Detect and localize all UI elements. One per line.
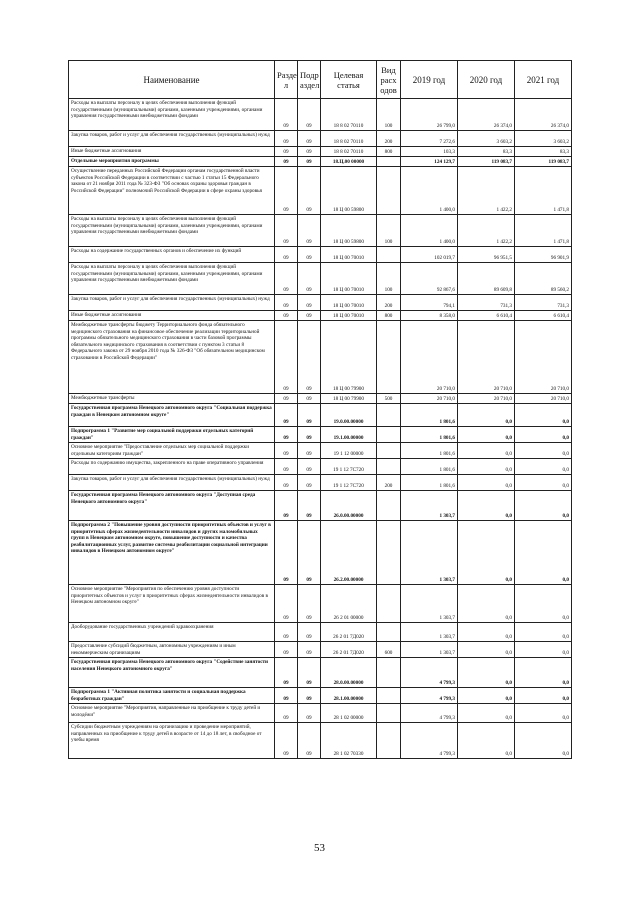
cell-2019: 7 272,6 [401, 131, 458, 147]
cell-2019: 103,3 [401, 147, 458, 157]
cell-2021: 26 374,0 [515, 99, 572, 131]
cell-2021: 731,3 [515, 295, 572, 311]
cell-vid [377, 623, 401, 642]
cell-2021: 0,0 [515, 688, 572, 704]
cell-name: Иные бюджетные ассигнования [69, 311, 275, 321]
cell-statya: 18 Ц 00 70010 [321, 247, 377, 263]
cell-vid [377, 247, 401, 263]
cell-2020: 0,0 [458, 475, 515, 491]
cell-name: Расходы на содержание государственных органов и обеспечение их функций [69, 247, 275, 263]
cell-razdel: 09 [275, 521, 298, 585]
cell-vid: 200 [377, 131, 401, 147]
cell-2019: 1 303,7 [401, 491, 458, 521]
cell-name: Основное мероприятие "Предоставление отдельных мер социальной поддержки отдельным категориям граждан" [69, 443, 275, 459]
cell-name: Расходы на выплаты персоналу в целях обеспечения выполнения функций государственными (муниципальными) органами, казенными учреждениями, органами управления государственными внебюджетными фондами [69, 215, 275, 247]
cell-2021: 1 471,8 [515, 167, 572, 215]
cell-statya: 18 Ц 00 79900 [321, 394, 377, 404]
cell-2020: 26 374,0 [458, 99, 515, 131]
cell-razdel: 09 [275, 623, 298, 642]
header-name: Наименование [69, 61, 275, 99]
cell-podrazdel: 09 [298, 147, 321, 157]
cell-2020: 6 610,4 [458, 311, 515, 321]
cell-statya: 18 8 02 70110 [321, 147, 377, 157]
cell-name: Иные бюджетные ассигнования [69, 147, 275, 157]
cell-2019: 92 867,6 [401, 263, 458, 295]
cell-razdel: 09 [275, 459, 298, 475]
header-podrazdel: Подр аздел [298, 61, 321, 99]
cell-2020: 119 083,7 [458, 157, 515, 167]
cell-2021: 0,0 [515, 658, 572, 688]
cell-podrazdel: 09 [298, 263, 321, 295]
cell-statya: 18 Ц 00 59800 [321, 215, 377, 247]
cell-vid [377, 459, 401, 475]
cell-razdel: 09 [275, 394, 298, 404]
table-row [69, 99, 572, 131]
cell-2021: 3 603,2 [515, 131, 572, 147]
cell-name: Дооборудование государственных учреждений здравоохранения [69, 623, 275, 642]
table-row [69, 704, 572, 723]
cell-statya: 18.Ц.00 00000 [321, 157, 377, 167]
cell-vid [377, 157, 401, 167]
cell-podrazdel: 09 [298, 247, 321, 263]
cell-2021: 0,0 [515, 704, 572, 723]
cell-razdel: 09 [275, 475, 298, 491]
cell-razdel: 09 [275, 704, 298, 723]
cell-statya: 28.1.00.00000 [321, 688, 377, 704]
cell-2019: 1 303,7 [401, 585, 458, 623]
table-row [69, 147, 572, 157]
cell-name: Расходы на выплаты персоналу в целях обеспечения выполнения функций государственными (муниципальными) органами, казенными учреждениями, органами управления государственными внебюджетными фондами [69, 263, 275, 295]
cell-statya: 18 Ц 00 79900 [321, 321, 377, 394]
cell-statya: 19.1.00.00000 [321, 427, 377, 443]
cell-razdel: 09 [275, 427, 298, 443]
cell-2019: 1 303,7 [401, 642, 458, 658]
cell-name: Расходы по содержанию имущества, закрепленного на праве оперативного управления [69, 459, 275, 475]
table-row [69, 215, 572, 247]
cell-podrazdel: 09 [298, 157, 321, 167]
cell-2021: 0,0 [515, 491, 572, 521]
cell-vid: 100 [377, 215, 401, 247]
cell-2021: 0,0 [515, 427, 572, 443]
cell-statya: 18 Ц 00 70010 [321, 295, 377, 311]
cell-razdel: 09 [275, 247, 298, 263]
cell-2021: 83,3 [515, 147, 572, 157]
table-row [69, 443, 572, 459]
cell-2021: 0,0 [515, 623, 572, 642]
cell-vid [377, 521, 401, 585]
cell-razdel: 09 [275, 585, 298, 623]
cell-podrazdel: 09 [298, 99, 321, 131]
cell-2020: 0,0 [458, 521, 515, 585]
cell-2020: 0,0 [458, 459, 515, 475]
cell-2020: 83,3 [458, 147, 515, 157]
cell-2021: 20 710,0 [515, 321, 572, 394]
table-header-row [69, 61, 572, 99]
cell-2021: 89 560,2 [515, 263, 572, 295]
cell-vid [377, 704, 401, 723]
cell-vid: 100 [377, 99, 401, 131]
cell-2021: 0,0 [515, 459, 572, 475]
cell-statya: 28.0.00.00000 [321, 658, 377, 688]
cell-name: Подпрограмма 1 "Активная политика занятости и социальная поддержка безработных граждан" [69, 688, 275, 704]
cell-statya: 26 2 01 7Д020 [321, 642, 377, 658]
cell-razdel: 09 [275, 263, 298, 295]
cell-vid [377, 688, 401, 704]
cell-2020: 89 609,8 [458, 263, 515, 295]
cell-2020: 0,0 [458, 491, 515, 521]
cell-statya: 18 8 02 70110 [321, 99, 377, 131]
cell-vid: 200 [377, 475, 401, 491]
cell-name: Закупка товаров, работ и услуг для обеспечения государственных (муниципальных) нужд [69, 295, 275, 311]
cell-2020: 20 710,0 [458, 321, 515, 394]
cell-statya: 26 2 01 00000 [321, 585, 377, 623]
cell-podrazdel: 09 [298, 491, 321, 521]
cell-podrazdel: 09 [298, 521, 321, 585]
table-row [69, 623, 572, 642]
header-2020: 2020 год [458, 61, 515, 99]
cell-2021: 0,0 [515, 723, 572, 759]
table-row [69, 394, 572, 404]
cell-statya: 18 8 02 70110 [321, 131, 377, 147]
cell-podrazdel: 09 [298, 688, 321, 704]
cell-2019: 20 710,0 [401, 394, 458, 404]
table-row [69, 491, 572, 521]
cell-statya: 18 Ц 00 70010 [321, 263, 377, 295]
cell-vid [377, 491, 401, 521]
cell-razdel: 09 [275, 167, 298, 215]
table-row [69, 642, 572, 658]
cell-podrazdel: 09 [298, 723, 321, 759]
cell-vid [377, 443, 401, 459]
cell-vid: 500 [377, 394, 401, 404]
cell-razdel: 09 [275, 99, 298, 131]
budget-table-container [68, 60, 571, 759]
cell-vid [377, 321, 401, 394]
header-vid: Вид расх одов [377, 61, 401, 99]
cell-name: Государственная программа Ненецкого автономного округа "Социальная поддержка граждан в Ненецком автономном округе" [69, 404, 275, 427]
cell-razdel: 09 [275, 147, 298, 157]
cell-name: Закупка товаров, работ и услуг для обеспечения государственных (муниципальных) нужд [69, 131, 275, 147]
header-2021: 2021 год [515, 61, 572, 99]
cell-2019: 26 799,0 [401, 99, 458, 131]
table-row [69, 459, 572, 475]
cell-podrazdel: 09 [298, 459, 321, 475]
cell-2020: 0,0 [458, 658, 515, 688]
cell-name: Предоставление субсидий бюджетным, автономным учреждениям и иным некоммерческим организациям [69, 642, 275, 658]
table-row [69, 321, 572, 394]
header-razdel: Разде л [275, 61, 298, 99]
cell-2020: 20 710,0 [458, 394, 515, 404]
cell-podrazdel: 09 [298, 704, 321, 723]
cell-podrazdel: 09 [298, 404, 321, 427]
cell-2021: 0,0 [515, 404, 572, 427]
cell-2021: 6 610,4 [515, 311, 572, 321]
cell-podrazdel: 09 [298, 321, 321, 394]
cell-vid [377, 404, 401, 427]
cell-2020: 0,0 [458, 623, 515, 642]
cell-2020: 0,0 [458, 688, 515, 704]
cell-podrazdel: 09 [298, 623, 321, 642]
cell-2019: 4 799,3 [401, 723, 458, 759]
table-row [69, 131, 572, 147]
cell-razdel: 09 [275, 723, 298, 759]
cell-2020: 0,0 [458, 585, 515, 623]
cell-name: Подпрограмма 2 "Повышение уровня доступности приоритетных объектов и услуг в приоритетных сферах жизнедеятельности инвалидов и других маломобильных групп в Ненецком автономном округе, повышение доступности и качества реабилитационных услуг, развитие системы реабилитации социальной интеграции инвалидов в Ненецком автономном округе" [69, 521, 275, 585]
table-row [69, 521, 572, 585]
cell-vid [377, 658, 401, 688]
cell-name: Подпрограмма 1 "Развитие мер социальной поддержки отдельных категорий граждан" [69, 427, 275, 443]
cell-podrazdel: 09 [298, 475, 321, 491]
cell-2020: 0,0 [458, 443, 515, 459]
cell-statya: 28 1 02 00000 [321, 704, 377, 723]
cell-razdel: 09 [275, 157, 298, 167]
cell-2020: 0,0 [458, 404, 515, 427]
cell-statya: 26.2.00.00000 [321, 521, 377, 585]
table-row [69, 295, 572, 311]
cell-2021: 0,0 [515, 475, 572, 491]
cell-vid [377, 585, 401, 623]
cell-razdel: 09 [275, 321, 298, 394]
cell-podrazdel: 09 [298, 311, 321, 321]
cell-statya: 19 1 12 7С720 [321, 459, 377, 475]
cell-statya: 18 Ц 00 59800 [321, 167, 377, 215]
cell-2020: 0,0 [458, 723, 515, 759]
table-row [69, 167, 572, 215]
header-statya: Целевая статья [321, 61, 377, 99]
cell-vid: 600 [377, 642, 401, 658]
cell-name: Межбюджетные трансферты бюджету Территориального фонда обязательного медицинского страхования на финансовое обеспечение реализации территориальной программы обязательного медицинского страхования в части базовой программы обязательного медицинского страхования в соответствии с пунктом 3 статьи 8 Федерального закона от 29 ноября 2010 года № 326-ФЗ "Об обязательном медицинском страховании в Российской Федерации" [69, 321, 275, 394]
table-row [69, 157, 572, 167]
cell-vid: 200 [377, 295, 401, 311]
table-row [69, 723, 572, 759]
cell-statya: 26.0.00.00000 [321, 491, 377, 521]
cell-razdel: 09 [275, 131, 298, 147]
cell-podrazdel: 09 [298, 215, 321, 247]
cell-2020: 0,0 [458, 642, 515, 658]
table-row [69, 475, 572, 491]
cell-2021: 0,0 [515, 642, 572, 658]
cell-2019: 4 799,3 [401, 704, 458, 723]
table-row [69, 247, 572, 263]
cell-2021: 119 083,7 [515, 157, 572, 167]
table-row [69, 311, 572, 321]
cell-podrazdel: 09 [298, 295, 321, 311]
cell-2019: 1 801,6 [401, 475, 458, 491]
table-row [69, 404, 572, 427]
cell-2019: 1 303,7 [401, 521, 458, 585]
table-row [69, 658, 572, 688]
cell-statya: 26 2 01 7Д020 [321, 623, 377, 642]
cell-2019: 1 400,0 [401, 215, 458, 247]
cell-2019: 1 801,6 [401, 427, 458, 443]
cell-2019: 102 019,7 [401, 247, 458, 263]
cell-podrazdel: 09 [298, 658, 321, 688]
cell-vid: 800 [377, 311, 401, 321]
cell-name: Осуществление переданных Российской Федерации органам государственной власти субъектов Российской Федерации в соответствии с частью 1 статьи 15 Федерального закона от 21 ноября 2011 года № 323-ФЗ "Об основах охраны здоровья граждан в Российской Федерации" полномочий Российской Федерации в сфере охраны здоровья [69, 167, 275, 215]
cell-2021: 0,0 [515, 521, 572, 585]
cell-2019: 8 358,0 [401, 311, 458, 321]
cell-vid [377, 723, 401, 759]
cell-vid: 100 [377, 263, 401, 295]
cell-podrazdel: 09 [298, 131, 321, 147]
cell-vid [377, 427, 401, 443]
cell-2019: 1 400,0 [401, 167, 458, 215]
cell-razdel: 09 [275, 658, 298, 688]
cell-2020: 3 603,2 [458, 131, 515, 147]
cell-2019: 4 799,3 [401, 688, 458, 704]
cell-name: Основное мероприятие "Мероприятия по обеспечению уровня доступности приоритетных объектов и услуг в приоритетных сферах жизнедеятельности инвалидов в Ненецком автономном округе" [69, 585, 275, 623]
cell-2019: 1 801,6 [401, 459, 458, 475]
cell-razdel: 09 [275, 404, 298, 427]
cell-2020: 1 422,2 [458, 167, 515, 215]
cell-2021: 0,0 [515, 443, 572, 459]
cell-name: Государственная программа Ненецкого автономного округа "Доступная среда Ненецкого автономного округа" [69, 491, 275, 521]
cell-podrazdel: 09 [298, 443, 321, 459]
cell-podrazdel: 09 [298, 394, 321, 404]
budget-table [68, 60, 572, 759]
cell-podrazdel: 09 [298, 642, 321, 658]
table-body [69, 99, 572, 759]
table-row [69, 688, 572, 704]
cell-name: Основное мероприятие "Мероприятия, направленные на приобщение к труду детей и молодёжи" [69, 704, 275, 723]
cell-2020: 1 422,2 [458, 215, 515, 247]
cell-podrazdel: 09 [298, 167, 321, 215]
cell-2019: 1 303,7 [401, 623, 458, 642]
cell-2021: 1 471,8 [515, 215, 572, 247]
header-2019: 2019 год [401, 61, 458, 99]
cell-podrazdel: 09 [298, 585, 321, 623]
cell-2020: 731,3 [458, 295, 515, 311]
cell-2021: 20 710,0 [515, 394, 572, 404]
cell-2021: 0,0 [515, 585, 572, 623]
cell-razdel: 09 [275, 295, 298, 311]
table-row [69, 427, 572, 443]
cell-vid: 800 [377, 147, 401, 157]
cell-2020: 0,0 [458, 427, 515, 443]
page-number: 53 [314, 842, 325, 854]
cell-name: Закупка товаров, работ и услуг для обеспечения государственных (муниципальных) нужд [69, 475, 275, 491]
table-row [69, 263, 572, 295]
cell-name: Отдельные мероприятия программы [69, 157, 275, 167]
cell-name: Субсидии бюджетным учреждениям на организацию и проведение мероприятий, направленных на приобщение к труду детей в возрасте от 14 до 18 лет, в свободное от учебы время [69, 723, 275, 759]
cell-2019: 4 799,3 [401, 658, 458, 688]
cell-statya: 19 1 12 7С720 [321, 475, 377, 491]
cell-razdel: 09 [275, 491, 298, 521]
cell-statya: 18 Ц 00 70010 [321, 311, 377, 321]
cell-razdel: 09 [275, 311, 298, 321]
cell-2020: 0,0 [458, 704, 515, 723]
cell-razdel: 09 [275, 642, 298, 658]
cell-name: Расходы на выплаты персоналу в целях обеспечения выполнения функций государственными (муниципальными) органами, казенными учреждениями, органами управления государственными внебюджетными фондами [69, 99, 275, 131]
cell-2019: 1 801,6 [401, 404, 458, 427]
cell-2020: 96 951,5 [458, 247, 515, 263]
cell-statya: 19 1 12 00000 [321, 443, 377, 459]
cell-vid [377, 167, 401, 215]
cell-2019: 124 129,7 [401, 157, 458, 167]
cell-2019: 794,1 [401, 295, 458, 311]
cell-name: Государственная программа Ненецкого автономного округа "Содействие занятости населения Ненецкого автономного округа" [69, 658, 275, 688]
cell-2021: 96 901,9 [515, 247, 572, 263]
cell-razdel: 09 [275, 443, 298, 459]
cell-2019: 1 801,6 [401, 443, 458, 459]
table-row [69, 585, 572, 623]
cell-statya: 28 1 02 70330 [321, 723, 377, 759]
cell-razdel: 09 [275, 688, 298, 704]
cell-2019: 20 710,0 [401, 321, 458, 394]
cell-name: Межбюджетные трансферты [69, 394, 275, 404]
cell-podrazdel: 09 [298, 427, 321, 443]
cell-statya: 19.0.00.00000 [321, 404, 377, 427]
cell-razdel: 09 [275, 215, 298, 247]
